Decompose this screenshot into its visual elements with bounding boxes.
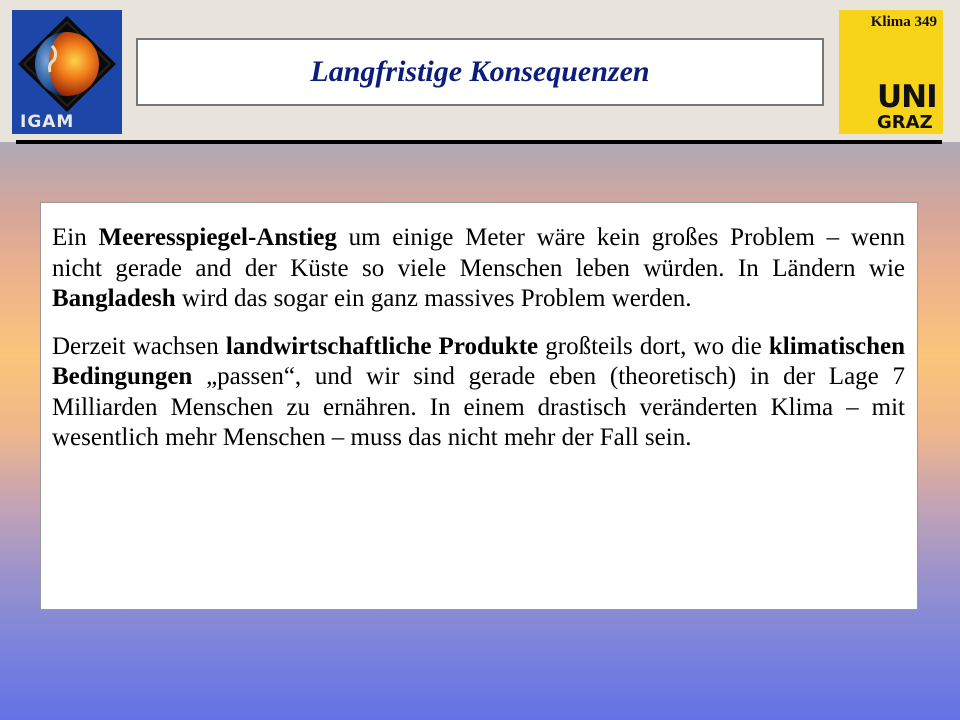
igam-logo <box>12 10 122 134</box>
paragraph-sea-level <box>52 223 905 315</box>
uni-graz-logo-graz: GRAZ <box>877 112 933 133</box>
bold-term: Meeresspiegel-Anstieg <box>98 224 337 251</box>
title-box <box>136 38 824 106</box>
paragraph-agriculture <box>52 332 905 454</box>
text-run: um einige Meter wäre kein großes Problem – wenn nicht gerade and der Küste so viele Menschen leben würden. In Ländern wie <box>52 224 906 282</box>
text-run: „passen“, und wir sind gerade eben (theoretisch) in der Lage 7 Milliarden Menschen zu ernähren. In einem drastisch veränderten Klima – mit wesentlich mehr Menschen – muss das nicht mehr der Fall sein. <box>52 363 905 451</box>
bold-term: landwirtschaftliche Produkte <box>225 332 539 360</box>
bold-term: klimatischen Bedingungen <box>52 332 905 390</box>
text-run: wird das sogar ein ganz massives Problem werden. <box>175 285 692 312</box>
text-run: großteils dort, wo die <box>538 332 769 360</box>
header-divider <box>16 140 942 144</box>
uni-graz-logo <box>839 10 943 134</box>
slide-number: Klima 349 <box>870 14 937 30</box>
page-title: Langfristige Konsequenzen <box>310 55 650 88</box>
text-run: Ein <box>52 224 99 251</box>
bold-term: Bangladesh <box>52 285 176 312</box>
igam-logo-text: IGAM <box>20 112 75 132</box>
content-box <box>40 202 918 610</box>
earth-diamond-icon <box>12 10 122 116</box>
uni-graz-logo-uni: UNI <box>877 79 937 115</box>
text-run: Derzeit wachsen <box>52 332 226 360</box>
